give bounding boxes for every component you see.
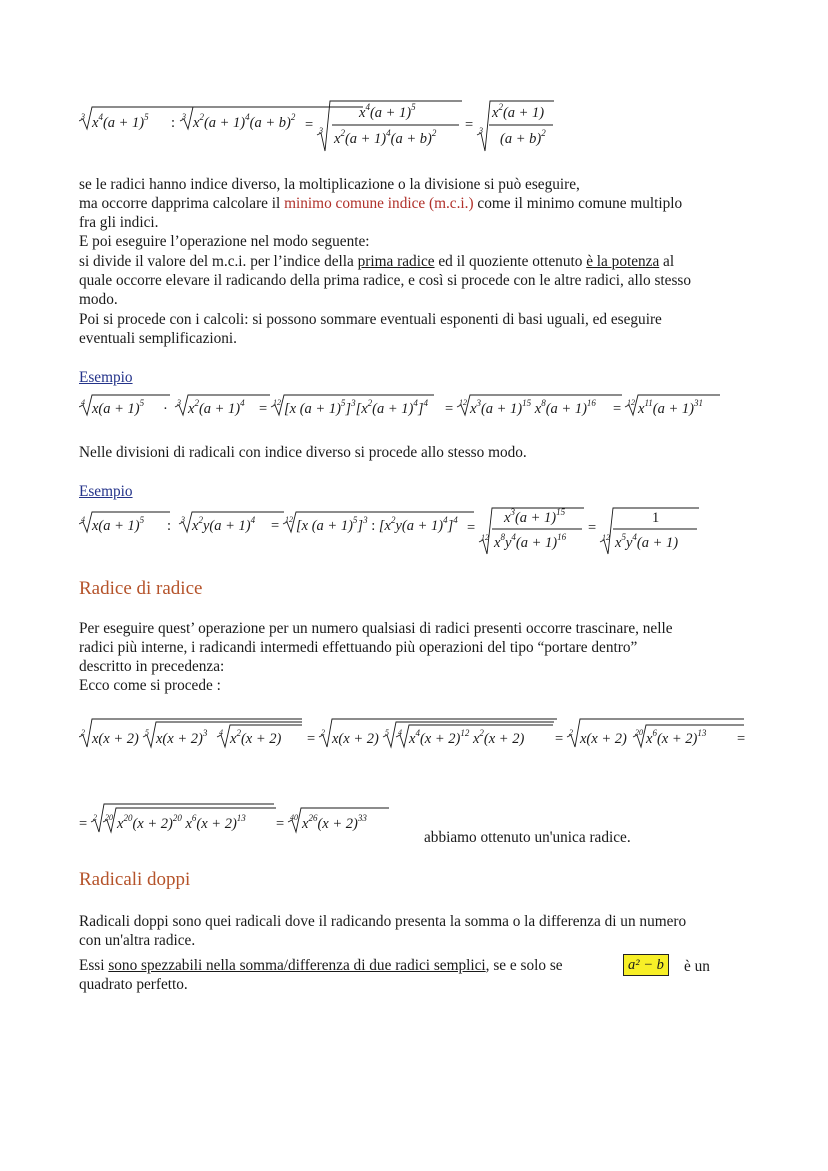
para-index-rule-l9: eventuali semplificazioni. (79, 330, 238, 347)
svg-text:[x (a + 1)5]3 : [x2y(a + 1)4]: [x $(a + 1)^5]^3$ : $[x^2y(a + 1)^4]^4$ (296, 515, 458, 534)
svg-text:3: 3 (319, 126, 323, 135)
esempio-link[interactable]: Esempio (79, 369, 133, 386)
svg-text:x6(x + 2)13: $x^6(x + 2)^{13}$ (646, 728, 707, 747)
svg-text:2: 2 (93, 813, 97, 822)
text: Essi (79, 957, 109, 974)
svg-text:x(x + 2)3: $x(x + 2)^3$ (156, 728, 208, 747)
underlined-statement: sono spezzabili nella somma/differenza di due radici semplici (108, 957, 486, 974)
text: è un (684, 958, 710, 975)
svg-text:=: = (259, 401, 268, 417)
svg-text:4: 4 (398, 728, 402, 737)
svg-text:2: 2 (321, 728, 325, 737)
text: si divide il valore del m.c.i. per l’indice della (79, 253, 358, 270)
svg-text:x3(a + 1)15: $x^3(a + 1)^{15}$ (504, 507, 566, 526)
heading-radicali-doppi: Radicali doppi (79, 869, 191, 890)
svg-text:=: = (305, 117, 314, 133)
svg-text:3: 3 (177, 398, 181, 407)
svg-text:(a + b)2: $(a + b)^2$ (500, 128, 546, 147)
svg-text:20: 20 (635, 728, 643, 737)
heading-radice-di-radice: Radice di radice (79, 578, 203, 599)
para-radice-l3: descritto in precedenza: (79, 658, 225, 675)
svg-text:2: 2 (81, 728, 85, 737)
svg-text:4: 4 (219, 728, 223, 737)
svg-text:x2(a + 1): $x^2(a + 1)$ (492, 102, 545, 121)
highlighted-expression: a² − b (623, 954, 669, 976)
text: al (659, 253, 675, 270)
svg-text:x2(a + 1)4(a + b)2: $x^2(a + 1)^4(a + b)^2$ (193, 112, 296, 131)
svg-text:=: = (276, 816, 285, 832)
svg-text:1: 1 (652, 510, 660, 526)
svg-text:x26(x + 2)33: $x^{26}(x + 2)^{33}$ (302, 813, 367, 832)
svg-text:3: 3 (81, 112, 85, 121)
svg-text:12: 12 (273, 398, 281, 407)
text: , se e solo se (485, 957, 563, 974)
formula-division-same-index (79, 95, 559, 155)
para-doppi-l3 (79, 957, 563, 975)
svg-text:x5y4(a + 1): $x^5y^4(a + 1)$ (615, 532, 679, 551)
para-radice-l1: Per eseguire quest’ operazione per un numero qualsiasi di radici presenti occorre trascinare, nelle (79, 620, 673, 637)
svg-text:x4(x + 2)12 x2(x + 2): $x^4(x + 2)^{12}$ $x^2(x + 2)$ (409, 728, 525, 747)
svg-text:=: = (307, 731, 316, 747)
svg-text:x4(a + 1)5: $x^4(a + 1)^5$ (359, 102, 416, 121)
svg-text:x2(x + 2): $x^2(x + 2)$ (230, 728, 282, 747)
svg-text:20: 20 (105, 813, 113, 822)
svg-text:12: 12 (481, 533, 489, 542)
para-radice-l4: Ecco come si procede : (79, 677, 221, 694)
svg-text:2: 2 (569, 728, 573, 737)
svg-text:12: 12 (285, 515, 293, 524)
para-division-note: Nelle divisioni di radicali con indice diverso si procede allo stesso modo. (79, 444, 527, 461)
svg-text:x8y4(a + 1)16: $x^8y^4(a + 1)^{16}$ (494, 532, 567, 551)
formula-division-different-index (79, 500, 719, 556)
para-doppi-l1: Radicali doppi sono quei radicali dove il radicando presenta la somma o la differenza di un numero (79, 913, 687, 930)
svg-text:=: = (445, 401, 454, 417)
para-index-rule-l1: se le radici hanno indice diverso, la moltiplicazione o la divisione si può eseguire, (79, 176, 580, 193)
svg-text::: : (171, 115, 176, 131)
para-doppi-l2: con un'altra radice. (79, 932, 196, 949)
svg-text:x11(a + 1)31: $x^{11}(a + 1)^{31}$ (638, 398, 703, 417)
para-doppi-l4: quadrato perfetto. (79, 976, 188, 993)
para-index-rule-l6: quale occorre elevare il radicando della prima radice, e così si procede con le altre radici, allo stesso (79, 272, 692, 289)
formula-nested-radicals (79, 715, 759, 759)
svg-text:=: = (737, 731, 746, 747)
svg-text:40: 40 (290, 813, 298, 822)
svg-text:x(x + 2): x(x + 2) (92, 731, 139, 747)
svg-text:·: · (163, 401, 168, 417)
svg-text:x(x + 2): x(x + 2) (580, 731, 627, 747)
text: ed il quoziente ottenuto (434, 253, 587, 270)
para-index-rule-l7: modo. (79, 291, 118, 308)
svg-text:x(a + 1)5: $x(a + 1)^5$ (92, 515, 145, 534)
para-index-rule-l5 (79, 253, 674, 271)
svg-text:=: = (555, 731, 564, 747)
para-radice-l2: radici più interne, i radicandi intermedi effettuando più operazioni del tipo “portare dentro” (79, 639, 638, 656)
svg-text:3: 3 (182, 112, 186, 121)
para-index-rule-l4: E poi eseguire l’operazione nel modo seguente: (79, 233, 370, 250)
svg-text:=: = (613, 401, 622, 417)
text: come il minimo comune multiplo (473, 195, 683, 212)
formula-multiplication-different-index (79, 389, 729, 429)
svg-text:=: = (588, 520, 597, 536)
svg-text:=: = (271, 518, 280, 534)
svg-text:x2(a + 1)4(a + b)2: $x^2(a + 1)^4(a + b)^2$ (334, 128, 437, 147)
svg-text:=: = (465, 117, 474, 133)
para-index-rule-l8: Poi si procede con i calcoli: si possono sommare eventuali esponenti di basi uguali, ed eseguire (79, 311, 662, 328)
svg-text:3: 3 (479, 126, 483, 135)
svg-text:x2(a + 1)4: $x^2(a + 1)^4$ (188, 398, 245, 417)
note-single-root: abbiamo ottenuto un'unica radice. (424, 829, 631, 846)
svg-text:3: 3 (181, 515, 185, 524)
svg-text:4: 4 (81, 398, 85, 407)
underlined-term: è la potenza (586, 253, 660, 270)
svg-text:[x (a + 1)5]3[x2(a + 1)4]4: [x $(a + 1)^5]^3[x^2(a + 1)^4]^4$ (284, 398, 429, 417)
svg-text:x3(a + 1)15 x8(a + 1)16: $x^3(a + 1)^{15}$ $x^8(a + 1)^{16}$ (470, 398, 596, 417)
svg-text:4: 4 (81, 515, 85, 524)
svg-text:x4(a + 1)5: $x^4(a + 1)^5$ (92, 112, 149, 131)
svg-text:12: 12 (602, 533, 610, 542)
svg-text:5: 5 (385, 728, 389, 737)
para-index-rule-l3: fra gli indici. (79, 214, 159, 231)
text: ma occorre dapprima calcolare il (79, 195, 285, 212)
esempio-link[interactable]: Esempio (79, 483, 133, 500)
svg-text:12: 12 (627, 398, 635, 407)
svg-text:x(x + 2): x(x + 2) (332, 731, 379, 747)
svg-text:5: 5 (145, 728, 149, 737)
svg-text::: : (167, 518, 172, 534)
para-index-rule-l2 (79, 195, 682, 213)
svg-text:=: = (467, 520, 476, 536)
svg-text:x(a + 1)5: $x(a + 1)^5$ (92, 398, 145, 417)
underlined-term: prima radice (357, 253, 435, 270)
svg-text:12: 12 (459, 398, 467, 407)
formula-nested-result (79, 800, 399, 844)
svg-text:x20(x + 2)20 x6(x + 2)13: $x^{20}(x + 2)^{20}$ $x^6(x + 2)^{13}$ (117, 813, 246, 832)
mci-term: minimo comune indice (m.c.i.) (284, 195, 474, 212)
svg-text:=: = (79, 816, 88, 832)
svg-text:x2y(a + 1)4: $x^2y(a + 1)^4$ (192, 515, 256, 534)
